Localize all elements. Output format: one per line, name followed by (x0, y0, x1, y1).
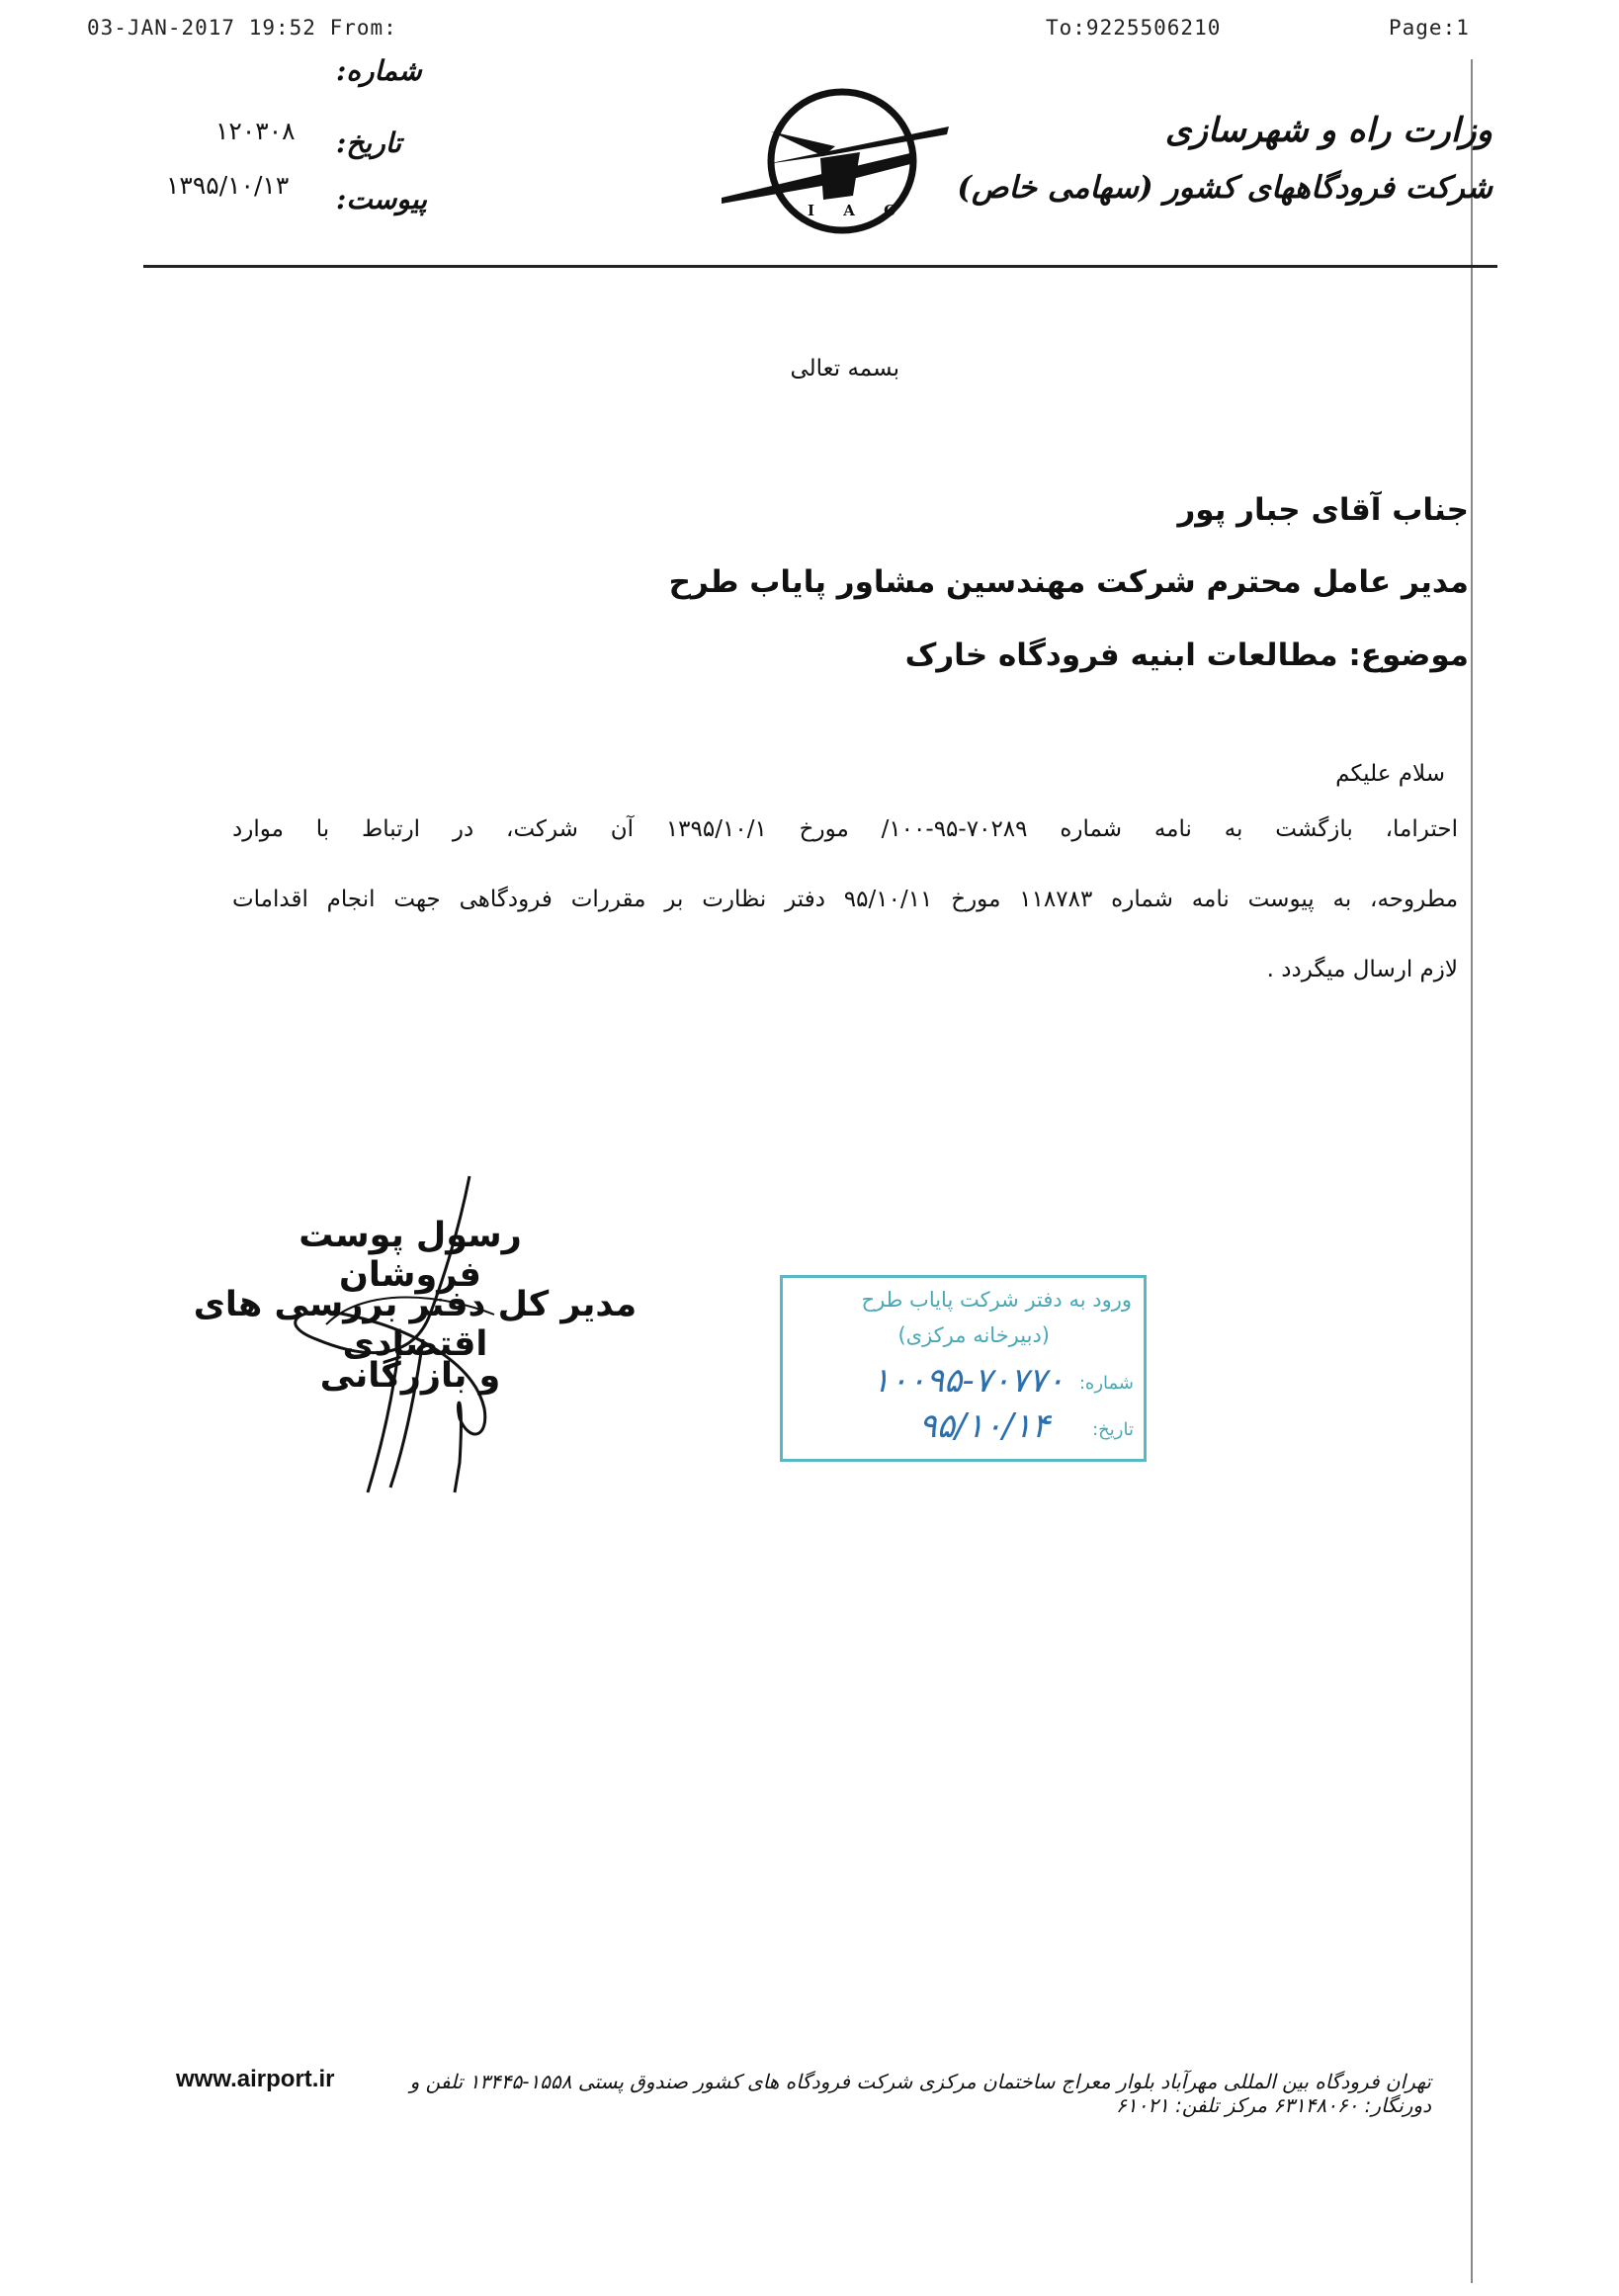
greeting: سلام علیکم (1335, 761, 1445, 787)
stamp-number-label: شماره: (1078, 1373, 1134, 1394)
number-label: شماره: (336, 54, 422, 87)
letter-subject: موضوع: مطالعات ابنیه فرودگاه خارک (904, 638, 1469, 673)
footer-address: تهران فرودگاه بین المللی مهرآباد بلوار معراج ساختمان مرکزی شرکت فرودگاه های کشور صندوق پستی ۱۵۵۸-۱۳۴۴۵ تلفن و دورنگار: ۶۳۱۴۸۰۶۰ مرکز تلفن: ۶۱۰۲۱ (409, 2070, 1431, 2117)
signatory-title-continued: و بازرگانی (319, 1356, 501, 1396)
body-line-1: احتراما، بازگشت به نامه شماره ۷۰۲۸۹-۹۵-۱۰۰/ مورخ ۱۳۹۵/۱۰/۱ آن شرکت، در ارتباط با موارد (232, 816, 1458, 842)
fax-date-time: 03-JAN-2017 19:52 From: (87, 16, 397, 40)
date-label: تاریخ: (336, 127, 402, 159)
body-line-3: لازم ارسال میگردد . (1266, 957, 1458, 982)
footer-website: www.airport.ir (176, 2066, 335, 2092)
stamp-number-value: ۱۰۰۹۵-۷۰۷۷۰ (872, 1361, 1065, 1401)
header-divider (143, 265, 1497, 268)
signatory-name: رسول پوست فروشان (298, 1216, 522, 1295)
recipient-title: مدیر عامل محترم شرکت مهندسین مشاور پایاب طرح (668, 564, 1469, 600)
logo-letters: I A C (808, 202, 908, 219)
stamp-date-value: ۹۵/۱۰/۱۴ (918, 1406, 1050, 1446)
page-edge-line (1471, 59, 1473, 2283)
handwritten-signature (257, 1166, 554, 1502)
stamp-title: ورود به دفتر شرکت پایاب طرح (861, 1288, 1132, 1312)
signatory-title: مدیر کل دفتر بررسی های اقتصادی (193, 1285, 638, 1364)
ministry-name: وزارت راه و شهرسازی (1164, 111, 1492, 150)
stamp-subtitle: (دبیرخانه مرکزی) (897, 1323, 1050, 1347)
received-stamp (780, 1275, 1147, 1462)
attachment-label: پیوست: (336, 183, 427, 215)
fax-recipient-number: To:9225506210 (1046, 16, 1222, 40)
iac-logo (717, 87, 954, 235)
invocation: بسمه تعالی (790, 356, 899, 382)
recipient-name: جناب آقای جبار پور (1177, 492, 1469, 528)
stamp-date-label: تاریخ: (1092, 1419, 1134, 1440)
fax-page-number: Page:1 (1389, 16, 1470, 40)
letter-date: ۱۳۹۵/۱۰/۱۳ (166, 171, 290, 200)
letter-number: ۱۲۰۳۰۸ (215, 117, 296, 145)
body-line-2: مطروحه، به پیوست نامه شماره ۱۱۸۷۸۳ مورخ ۹۵/۱۰/۱۱ دفتر نظارت بر مقررات فرودگاهی جهت انجام اقدامات (232, 887, 1459, 912)
company-name: شرکت فرودگاههای کشور (سهامی خاص) (957, 170, 1492, 206)
